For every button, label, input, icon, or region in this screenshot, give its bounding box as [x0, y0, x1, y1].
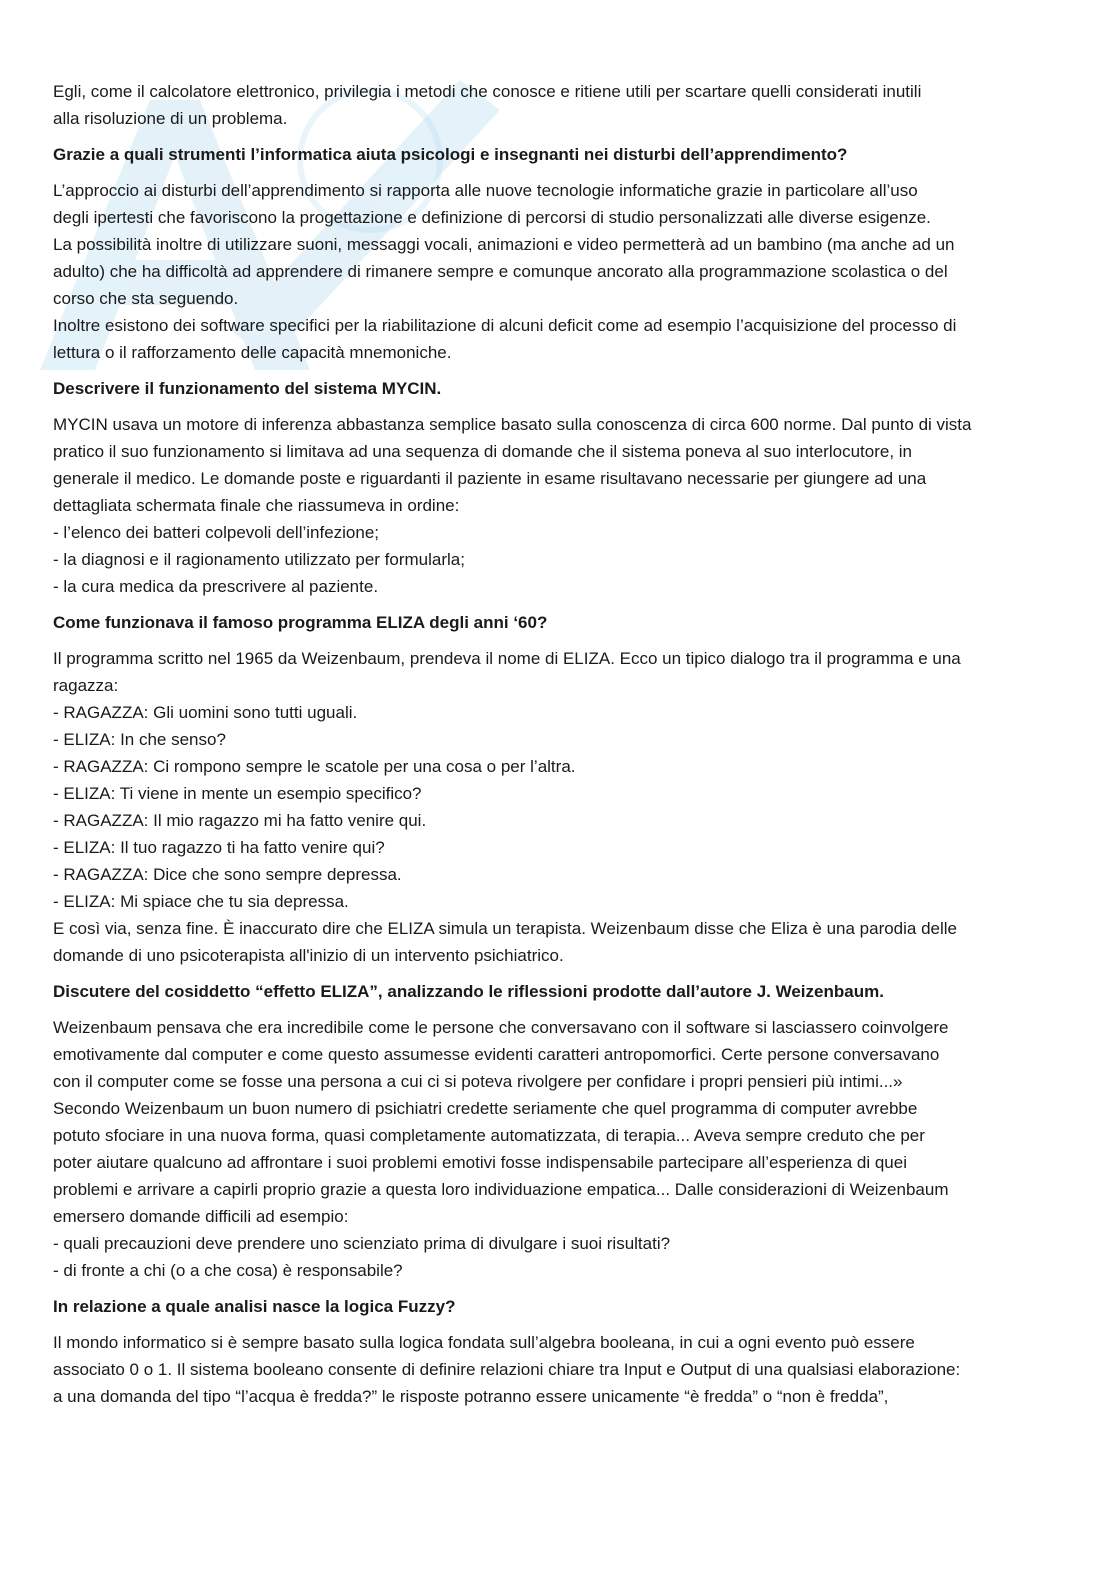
text-line: Egli, come il calcolatore elettronico, privilegia i metodi che conosce e ritiene utili per scartare quelli considerati inutili: [53, 82, 922, 101]
text-line: generale il medico. Le domande poste e riguardanti il paziente in esame risultavano necessarie per giungere ad una: [53, 469, 927, 488]
text-line: Il programma scritto nel 1965 da Weizenbaum, prendeva il nome di ELIZA. Ecco un tipico dialogo tra il programma e una: [53, 649, 961, 668]
text-line: associato 0 o 1. Il sistema booleano consente di definire relazioni chiare tra Input e Output di una qualsiasi elaborazione:: [53, 1360, 961, 1379]
answer-paragraph: [53, 1329, 1065, 1410]
text-line: - di fronte a chi (o a che cosa) è responsabile?: [53, 1261, 403, 1280]
text-line: - quali precauzioni deve prendere uno scienziato prima di divulgare i suoi risultati?: [53, 1234, 671, 1253]
answer-paragraph: [53, 411, 1065, 600]
text-line: - RAGAZZA: Gli uomini sono tutti uguali.: [53, 703, 358, 722]
text-line: - la cura medica da prescrivere al paziente.: [53, 577, 379, 596]
text-line: Weizenbaum pensava che era incredibile come le persone che conversavano con il software si lasciassero coinvolgere: [53, 1018, 949, 1037]
text-line: Il mondo informatico si è sempre basato sulla logica fondata sull’algebra booleana, in cui a ogni evento può essere: [53, 1333, 915, 1352]
text-line: alla risoluzione di un problema.: [53, 109, 288, 128]
text-line: ragazza:: [53, 676, 119, 695]
text-line: lettura o il rafforzamento delle capacità mnemoniche.: [53, 343, 452, 362]
text-line: degli ipertesti che favoriscono la progettazione e definizione di percorsi di studio personalizzati alle diverse esigenze.: [53, 208, 931, 227]
text-line: L’approccio ai disturbi dell’apprendimento si rapporta alle nuove tecnologie informatiche grazie in particolare all’uso: [53, 181, 918, 200]
text-line: corso che sta seguendo.: [53, 289, 239, 308]
document-body: [53, 78, 1065, 1410]
text-line: pratico il suo funzionamento si limitava ad una sequenza di domande che il sistema poneva al suo interlocutore, in: [53, 442, 912, 461]
text-line: emersero domande difficili ad esempio:: [53, 1207, 349, 1226]
question-heading: In relazione a quale analisi nasce la logica Fuzzy?: [53, 1297, 456, 1316]
text-line: problemi e arrivare a capirli proprio grazie a questa loro individuazione empatica... Dalle considerazioni di Weizenbaum: [53, 1180, 949, 1199]
text-line: - l’elenco dei batteri colpevoli dell’infezione;: [53, 523, 380, 542]
answer-paragraph: [53, 78, 1065, 132]
text-line: domande di uno psicoterapista all'inizio di un intervento psichiatrico.: [53, 946, 564, 965]
text-line: a una domanda del tipo “l’acqua è fredda?” le risposte potranno essere unicamente “è fredda” o “non è fredda”,: [53, 1387, 889, 1406]
text-line: Inoltre esistono dei software specifici per la riabilitazione di alcuni deficit come ad esempio l’acquisizione del processo di: [53, 316, 957, 335]
text-line: - RAGAZZA: Dice che sono sempre depressa.: [53, 865, 402, 884]
text-line: - RAGAZZA: Il mio ragazzo mi ha fatto venire qui.: [53, 811, 427, 830]
text-line: adulto) che ha difficoltà ad apprendere di rimanere sempre e comunque ancorato alla programmazione scolastica o del: [53, 262, 948, 281]
question-heading: Grazie a quali strumenti l’informatica aiuta psicologi e insegnanti nei disturbi dell’apprendimento?: [53, 145, 848, 164]
question-heading: Discutere del cosiddetto “effetto ELIZA”, analizzando le riflessioni prodotte dall’autore J. Weizenbaum.: [53, 982, 884, 1001]
text-line: - la diagnosi e il ragionamento utilizzato per formularla;: [53, 550, 465, 569]
text-line: Secondo Weizenbaum un buon numero di psichiatri credette seriamente che quel programma di computer avrebbe: [53, 1099, 918, 1118]
answer-paragraph: [53, 1014, 1065, 1284]
text-line: poter aiutare qualcuno ad affrontare i suoi problemi emotivi fosse indispensabile partecipare all’esperienza di quei: [53, 1153, 907, 1172]
text-line: - ELIZA: In che senso?: [53, 730, 226, 749]
text-line: MYCIN usava un motore di inferenza abbastanza semplice basato sulla conoscenza di circa 600 norme. Dal punto di vista: [53, 415, 972, 434]
text-line: La possibilità inoltre di utilizzare suoni, messaggi vocali, animazioni e video permetterà ad un bambino (ma anche ad un: [53, 235, 955, 254]
text-line: dettagliata schermata finale che riassumeva in ordine:: [53, 496, 460, 515]
text-line: - ELIZA: Il tuo ragazzo ti ha fatto venire qui?: [53, 838, 385, 857]
text-line: E così via, senza fine. È inaccurato dire che ELIZA simula un terapista. Weizenbaum disse che Eliza è una parodia delle: [53, 919, 958, 938]
question-heading: Come funzionava il famoso programma ELIZA degli anni ‘60?: [53, 613, 548, 632]
text-line: emotivamente dal computer e come questo assumesse evidenti caratteri antropomorfici. Certe persone conversavano: [53, 1045, 940, 1064]
answer-paragraph: [53, 645, 1065, 969]
text-line: - ELIZA: Ti viene in mente un esempio specifico?: [53, 784, 422, 803]
text-line: potuto sfociare in una nuova forma, quasi completamente automatizzata, di terapia... Aveva sempre creduto che per: [53, 1126, 925, 1145]
question-heading: Descrivere il funzionamento del sistema MYCIN.: [53, 379, 442, 398]
answer-paragraph: [53, 177, 1065, 366]
text-line: - RAGAZZA: Ci rompono sempre le scatole per una cosa o per l’altra.: [53, 757, 576, 776]
text-line: - ELIZA: Mi spiace che tu sia depressa.: [53, 892, 349, 911]
text-line: con il computer come se fosse una persona a cui ci si poteva rivolgere per confidare i propri pensieri più intimi...»: [53, 1072, 903, 1091]
